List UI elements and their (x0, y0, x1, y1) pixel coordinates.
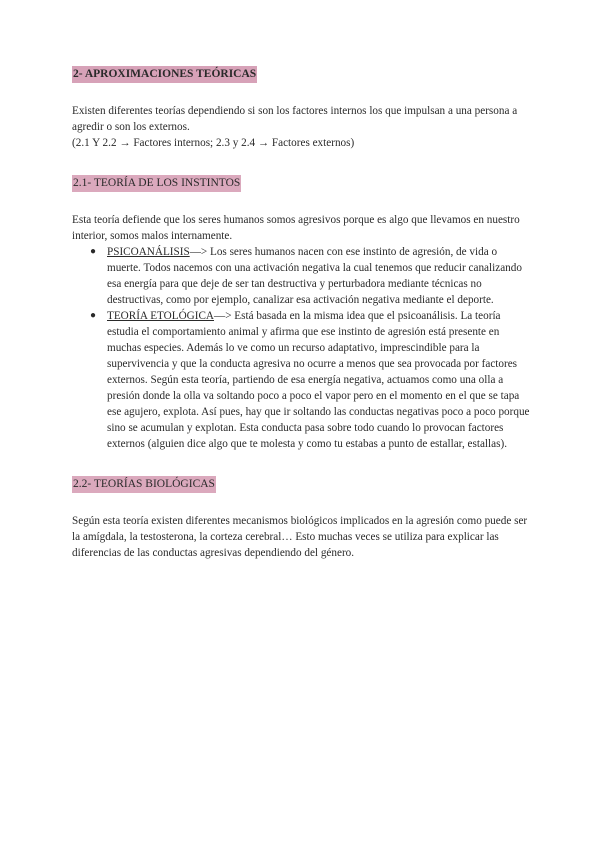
biologicas-paragraph: Según esta teoría existen diferentes mecanismos biológicos implicados en la agresión como puede ser la amígdala, la testosterona, la corteza cerebral… Esto muchas veces se utiliza para explicar las diferencias de las conductas agresivas dependiendo del género. (72, 515, 528, 559)
instintos-heading: 2.1- TEORÍA DE LOS INSTINTOS (72, 175, 241, 192)
bullet-dot: ● (90, 310, 97, 321)
term-teoria-etologica: TEORÍA ETOLÓGICA (107, 310, 214, 322)
document-page (72, 66, 532, 561)
term-psicoanalisis: PSICOANÁLISIS (107, 246, 190, 258)
section-instintos (72, 175, 532, 452)
bullet-text: Los seres humanos nacen con ese instinto de agresión, de vida o muerte. Todos nacemos con una activación negativa la cual tenemos que reducir canalizando esa energía para que deje de ser tan destructiva y perturbadora mediante técnicas no destructivas, como por ejemplo, canalizar esa activación negativa mediante el deporte. (107, 246, 522, 306)
section-biologicas (72, 476, 532, 561)
bullet-dot: ● (90, 246, 97, 257)
instintos-bullet-list (72, 244, 532, 452)
arrow: —> (214, 310, 232, 322)
main-heading: 2- APROXIMACIONES TEÓRICAS (72, 66, 257, 83)
bullet-text: Está basada en la misma idea que el psicoanálisis. La teoría estudia el comportamiento animal y afirma que ese instinto de agresión está presente en muchas especies. Además lo ve como un recurso adaptativo, imprescindible para la supervivencia y que la conducta agresiva no ocurre a menos que sea provocada por factores externos. Según esta teoría, partiendo de esa energía negativa, actuamos como una olla a presión donde la olla va soltando poco a poco el vapor pero en el momento en el que se tapa ese agujero, explota. Así pues, hay que ir soltando las conductas negativas poco a poco porque sino se acumulan y explotan. Esta conducta pasa sobre todo cuando lo provocan factores externos (alguien dice algo que te molesta y como tu estabas a punto de estallar, estallas). (107, 310, 530, 450)
section-aproximaciones (72, 66, 532, 151)
list-item (72, 308, 532, 452)
list-item (72, 244, 532, 308)
arrow: —> (189, 246, 210, 258)
intro-paragraph: Existen diferentes teorías dependiendo si son los factores internos los que impulsan a una persona a agredir o son los externos. (72, 105, 518, 133)
factors-note: (2.1 Y 2.2 → Factores internos; 2.3 y 2.4 → Factores externos) (72, 137, 355, 149)
biologicas-heading: 2.2- TEORÍAS BIOLÓGICAS (72, 476, 216, 493)
instintos-intro: Esta teoría defiende que los seres humanos somos agresivos porque es algo que llevamos en nuestro interior, somos malos internamente. (72, 214, 520, 242)
